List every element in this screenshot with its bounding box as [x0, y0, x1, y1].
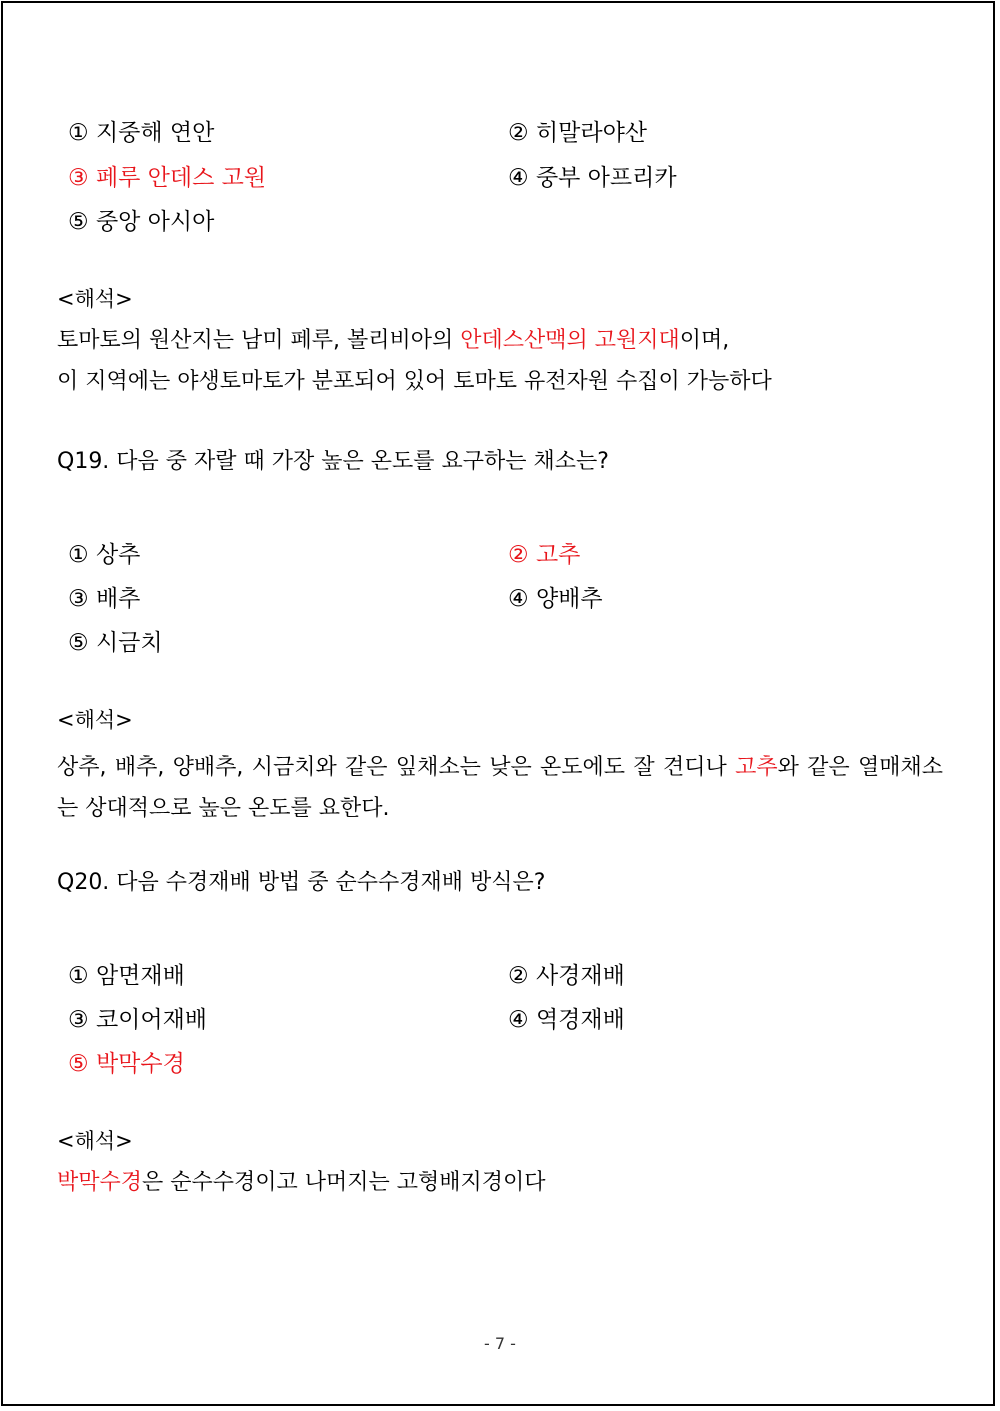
option-text: 시금치 — [95, 630, 163, 656]
q20-option-1 — [68, 961, 185, 991]
option-marker: ③ — [68, 586, 89, 612]
explanation-text: 토마토의 원산지는 남미 페루, 볼리비아의 — [57, 328, 461, 353]
q19-option-4 — [508, 584, 603, 614]
explanation-highlight: 안데스산맥의 고원지대 — [460, 328, 680, 353]
option-marker: ② — [508, 120, 529, 146]
option-text: 히말라야산 — [535, 120, 648, 146]
q20-explanation — [57, 1168, 546, 1198]
option-text: 지중해 연안 — [95, 120, 215, 146]
q19-option-3 — [68, 584, 140, 614]
explanation-text: 이며, — [679, 328, 730, 353]
option-text: 박막수경 — [95, 1051, 185, 1077]
option-marker: ② — [508, 963, 529, 989]
option-text: 페루 안데스 고원 — [95, 165, 267, 191]
option-marker: ① — [68, 542, 89, 568]
q19-option-1 — [68, 540, 140, 570]
q20-option-3 — [68, 1005, 207, 1035]
option-marker: ③ — [68, 1007, 89, 1033]
q20-explanation-label: <해석> — [57, 1129, 133, 1153]
q19-explanation — [57, 747, 943, 829]
option-marker: ⑤ — [68, 209, 89, 235]
option-text: 고추 — [535, 542, 581, 568]
explanation-highlight: 고추 — [735, 755, 778, 780]
q20-option-2 — [508, 961, 625, 991]
q20-question: Q20. 다음 수경재배 방법 중 순수수경재배 방식은? — [57, 870, 546, 895]
q18-option-5 — [68, 207, 214, 237]
option-text: 양배추 — [535, 586, 603, 612]
option-marker: ⑤ — [68, 1051, 89, 1077]
option-text: 상추 — [95, 542, 141, 568]
option-marker: ④ — [508, 165, 529, 191]
q19-option-5 — [68, 628, 163, 658]
option-text: 배추 — [95, 586, 141, 612]
option-marker: ③ — [68, 165, 89, 191]
q20-option-4 — [508, 1005, 625, 1035]
option-text: 암면재배 — [95, 963, 185, 989]
option-text: 사경재배 — [535, 963, 625, 989]
q18-option-2 — [508, 118, 647, 148]
option-text: 역경재배 — [535, 1007, 625, 1033]
q19-question: Q19. 다음 중 자랄 때 가장 높은 온도를 요구하는 채소는? — [57, 449, 609, 474]
explanation-text: 은 순수수경이고 나머지는 고형배지경이다 — [142, 1170, 546, 1195]
explanation-text: 상추, 배추, 양배추, 시금치와 같은 잎채소는 낮은 온도에도 잘 견디나 — [57, 755, 736, 780]
q18-option-1 — [68, 118, 214, 148]
explanation-highlight: 박막수경 — [57, 1170, 143, 1195]
q19-explanation-label: <해석> — [57, 708, 133, 732]
q20-option-5-correct — [68, 1049, 185, 1079]
q18-explanation-line2: 이 지역에는 야생토마토가 분포되어 있어 토마토 유전자원 수집이 가능하다 — [57, 369, 772, 394]
q18-option-3-correct — [68, 163, 266, 193]
option-marker: ① — [68, 963, 89, 989]
q18-option-4 — [508, 163, 677, 193]
explanation-text: 와 같은 열매채소는 상대적으로 높은 온도를 요한다. — [57, 755, 943, 821]
option-marker: ④ — [508, 1007, 529, 1033]
q18-explanation-line1 — [57, 326, 729, 356]
option-marker: ④ — [508, 586, 529, 612]
q18-explanation-label: <해석> — [57, 287, 133, 311]
page-number: - 7 - — [484, 1334, 516, 1353]
option-marker: ① — [68, 120, 89, 146]
q19-option-2-correct — [508, 540, 580, 570]
option-text: 코이어재배 — [95, 1007, 208, 1033]
option-text: 중앙 아시아 — [95, 209, 215, 235]
option-text: 중부 아프리카 — [535, 165, 677, 191]
option-marker: ⑤ — [68, 630, 89, 656]
option-marker: ② — [508, 542, 529, 568]
